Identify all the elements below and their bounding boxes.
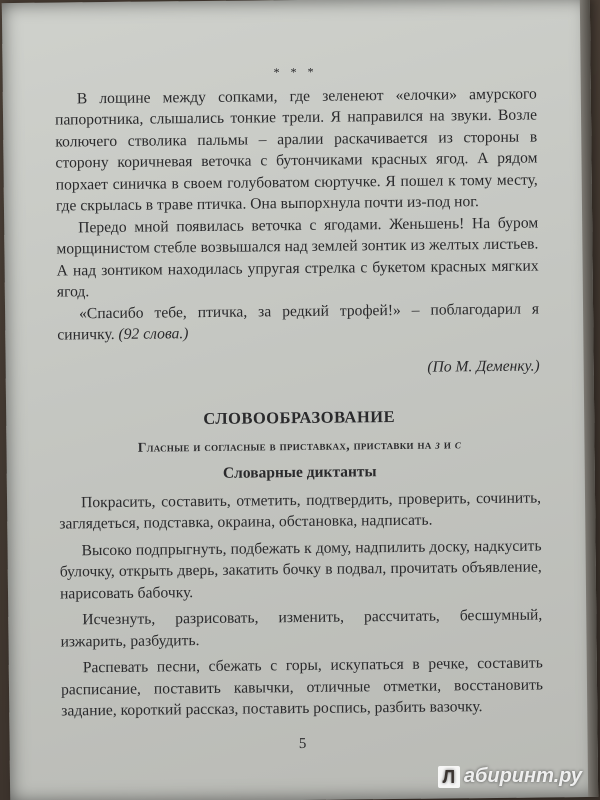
dictation-item: Высоко подпрыгнуть, подбежать к дому, надпилить доску, надкусить булочку, открыть дверь, закатить бочку в подвал, прочитать объявление, нарисовать бабочку. — [59, 536, 542, 603]
page-number: 5 — [298, 735, 307, 752]
subtitle-letter-z: з — [435, 436, 441, 452]
attribution: (По М. Деменку.) — [427, 356, 540, 376]
subtitle-text: Гласные и согласные в приставках, приставки на — [137, 436, 436, 455]
story-paragraph-1: В лощине между сопками, где зеленеют «елочки» амурского папоротника, слышались тонкие трели. Я направился на звуки. Возле колючего стволика пальмы – аралии раскачивается из стороны в сторону коричневая веточка с бутончиками красных ягод. А рядом порхает синичка в своем голубоватом сюртучке. Я пошел к тому месту, где скрылась в траве птичка. Она выпорхнула почти из-под ног. — [54, 85, 538, 215]
dictation-item: Распевать песни, сбежать с горы, искупаться в речке, составить расписание, поставить кавычки, отличные отметки, восстановить задание, короткий рассказ, поставить роспись, разбить вазочку. — [60, 654, 544, 720]
story-paragraph-3 — [57, 298, 539, 346]
story-quote-text: «Спасибо тебе, птичка, за редкий трофей!» – поблагодарил я синичку. — [57, 299, 540, 344]
watermark — [438, 765, 582, 788]
dictation-item: Исчезнуть, разрисовать, изменить, рассчитать, бесшумный, изжарить, разбудить. — [60, 606, 543, 651]
subtitle-conjunction: и — [440, 435, 455, 452]
dictation-item: Покрасить, составить, отметить, подтвердить, проверить, сочинить, заглядеться, подставка, окраина, обстановка, надписать. — [59, 488, 542, 533]
section-title: СЛОВООБРАЗОВАНИЕ — [203, 407, 396, 429]
page-content — [54, 60, 543, 758]
dictations-list — [59, 487, 543, 722]
section-subtitle — [58, 432, 540, 459]
labirint-logo-icon: Л — [438, 766, 460, 788]
story-paragraph-2: Передо мной появилась веточка с ягодами. Женьшень! На буром морщинистом стебле возвышался над землей зонтик из желтых листьев. А над зонтиком находилась упругая стрелка с букетом красных мягких ягод. — [56, 213, 539, 301]
word-count: (92 слова.) — [118, 325, 189, 343]
watermark-text: абиринт.ру — [463, 765, 582, 787]
subtitle-letter-s: с — [454, 435, 462, 451]
section-separator: * * * — [273, 64, 318, 80]
book-page — [2, 0, 598, 800]
dictations-title: Словарные диктанты — [222, 463, 377, 482]
page-edge — [580, 0, 598, 797]
